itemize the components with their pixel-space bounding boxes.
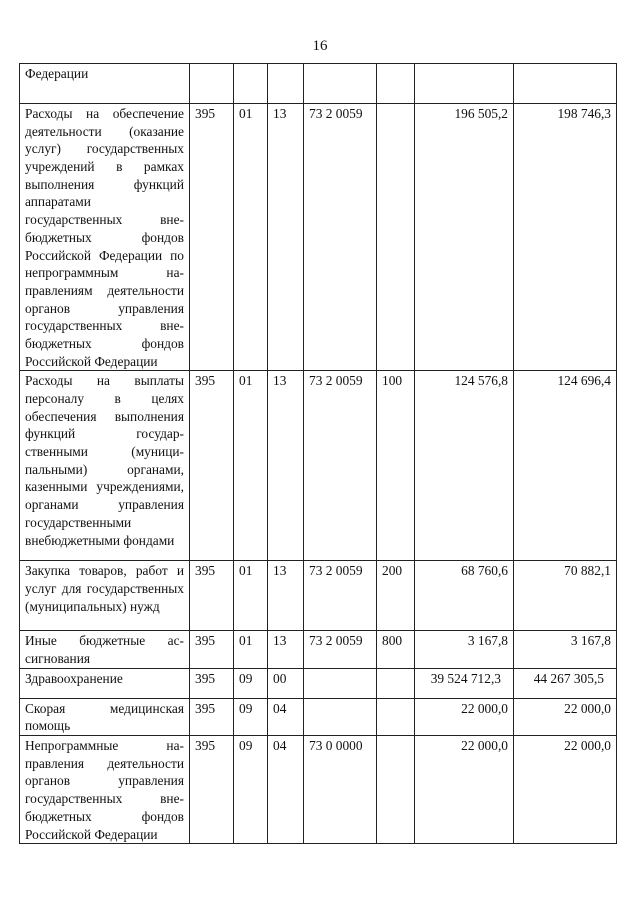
subsection-code: 00: [268, 668, 304, 698]
grbs-code: 395: [190, 736, 234, 844]
table-row: [20, 104, 617, 371]
subsection-code: 13: [268, 561, 304, 631]
grbs-code: 395: [190, 104, 234, 371]
section-code: 09: [234, 698, 268, 735]
row-name: Расходы на выплаты персоналу в целях обеспечения выполнения функций государственными (муниципальными) органами, казенными учреждениями, органами управления государственными внебюджетными фондами: [20, 371, 190, 561]
amount-year-1: 124 576,8: [415, 371, 514, 561]
subsection-code: 13: [268, 104, 304, 371]
expense-type-code: [377, 104, 415, 371]
amount-year-1: 39 524 712,3: [415, 668, 514, 698]
table-row: [20, 371, 617, 561]
amount-year-1: [415, 64, 514, 104]
grbs-code: 395: [190, 631, 234, 668]
expense-type-code: [377, 736, 415, 844]
expense-type-code: 200: [377, 561, 415, 631]
section-code: 01: [234, 371, 268, 561]
section-code: 01: [234, 631, 268, 668]
page-number: 16: [312, 38, 328, 54]
subsection-code: 13: [268, 371, 304, 561]
table-row: [20, 631, 617, 668]
target-article-code: [304, 64, 377, 104]
grbs-code: 395: [190, 698, 234, 735]
target-article-code: 73 2 0059: [304, 104, 377, 371]
subsection-code: 13: [268, 631, 304, 668]
section-code: 01: [234, 104, 268, 371]
grbs-code: [190, 64, 234, 104]
row-name: Здравоохранение: [20, 668, 190, 698]
expense-type-code: 800: [377, 631, 415, 668]
budget-table: [19, 63, 617, 844]
amount-year-2: 70 882,1: [514, 561, 617, 631]
amount-year-2: 3 167,8: [514, 631, 617, 668]
table-row: [20, 736, 617, 844]
table-row: [20, 668, 617, 698]
expense-type-code: [377, 64, 415, 104]
section-code: 09: [234, 736, 268, 844]
amount-year-2: [514, 64, 617, 104]
amount-year-2: 198 746,3: [514, 104, 617, 371]
amount-year-1: 196 505,2: [415, 104, 514, 371]
target-article-code: [304, 698, 377, 735]
amount-year-2: 44 267 305,5: [514, 668, 617, 698]
row-name: Непрограммные направления деятельности органов управления государственных внебюджетных фондов Российской Федерации: [20, 736, 190, 844]
subsection-code: [268, 64, 304, 104]
row-name: Иные бюджетные ассигнования: [20, 631, 190, 668]
amount-year-1: 3 167,8: [415, 631, 514, 668]
target-article-code: 73 2 0059: [304, 371, 377, 561]
section-code: [234, 64, 268, 104]
row-name: Федерации: [20, 64, 190, 104]
expense-type-code: 100: [377, 371, 415, 561]
target-article-code: [304, 668, 377, 698]
row-name: Расходы на обеспечение деятельности (оказание услуг) государственных учреждений в рамках выполнения функций аппаратами государственных внебюджетных фондов Российской Федерации по непрограммным направлениям деятельности органов управления государственных внебюджетных фондов Российской Федерации: [20, 104, 190, 371]
table-row: [20, 698, 617, 735]
subsection-code: 04: [268, 736, 304, 844]
table-row: [20, 561, 617, 631]
grbs-code: 395: [190, 371, 234, 561]
expense-type-code: [377, 698, 415, 735]
expense-type-code: [377, 668, 415, 698]
section-code: 01: [234, 561, 268, 631]
section-code: 09: [234, 668, 268, 698]
row-name: Закупка товаров, работ и услуг для государственных (муниципальных) нужд: [20, 561, 190, 631]
grbs-code: 395: [190, 561, 234, 631]
amount-year-1: 22 000,0: [415, 736, 514, 844]
target-article-code: 73 2 0059: [304, 631, 377, 668]
row-name: Скорая медицинская помощь: [20, 698, 190, 735]
target-article-code: 73 0 0000: [304, 736, 377, 844]
target-article-code: 73 2 0059: [304, 561, 377, 631]
table-row: [20, 64, 617, 104]
grbs-code: 395: [190, 668, 234, 698]
amount-year-1: 68 760,6: [415, 561, 514, 631]
amount-year-2: 124 696,4: [514, 371, 617, 561]
amount-year-1: 22 000,0: [415, 698, 514, 735]
subsection-code: 04: [268, 698, 304, 735]
amount-year-2: 22 000,0: [514, 736, 617, 844]
amount-year-2: 22 000,0: [514, 698, 617, 735]
